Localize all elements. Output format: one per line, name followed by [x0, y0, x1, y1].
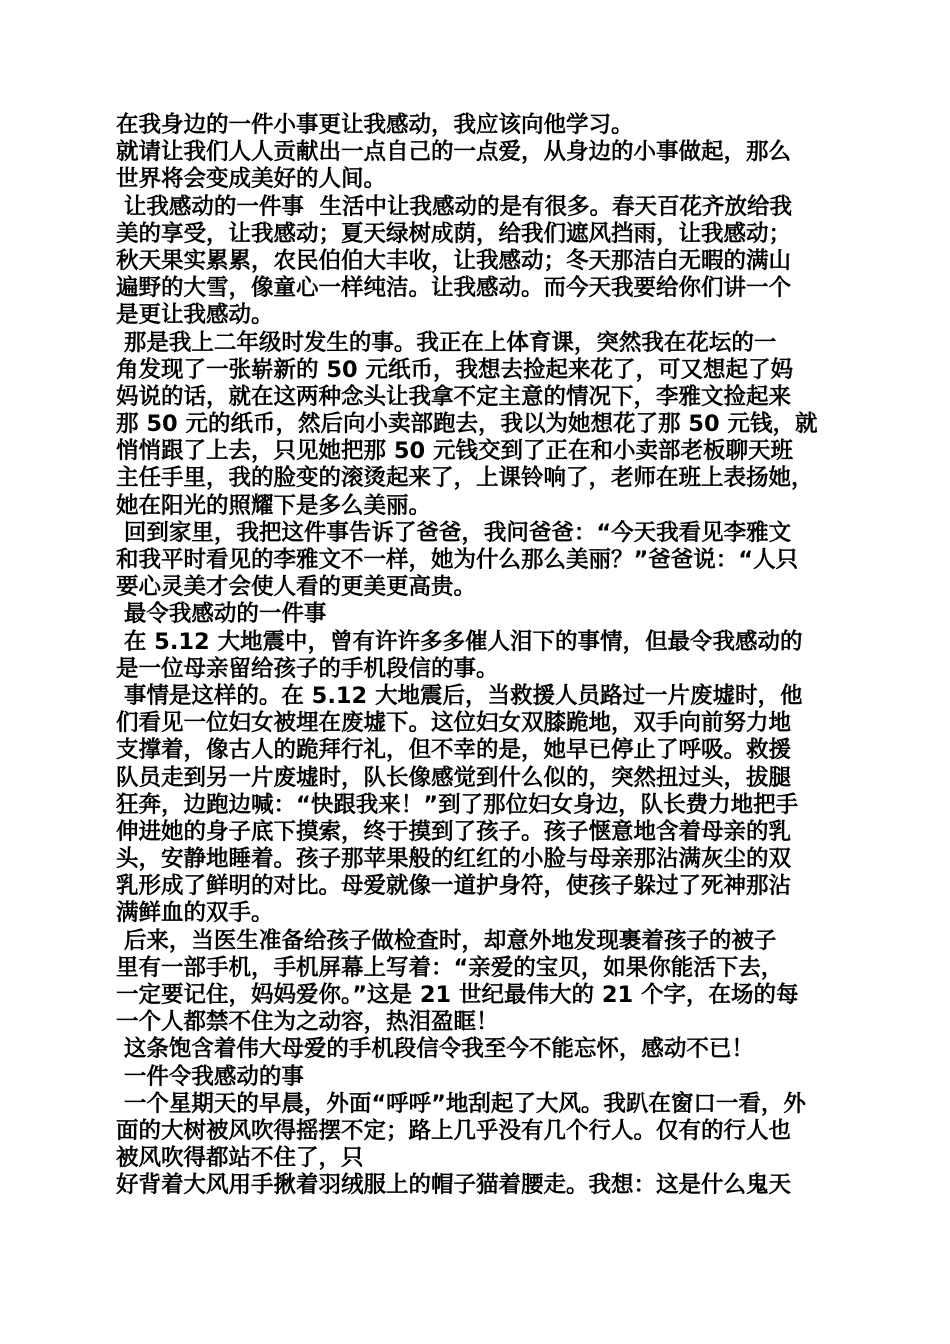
- text-line: 妈说的话，就在这两种念头让我拿不定主意的情况下，李雅文捡起来: [116, 383, 792, 410]
- text-line: 一个人都禁不住为之动容，热泪盈眶！: [116, 1009, 499, 1036]
- text-line: 面的大树被风吹得摇摆不定；路上几乎没有几个行人。仅有的行人也: [116, 1117, 792, 1144]
- section-heading: 最令我感动的一件事: [116, 601, 327, 628]
- text-line: 们看见一位妇女被埋在废墟下。这位妇女双膝跪地，双手向前努力地: [116, 710, 792, 737]
- text-line: 满鲜血的双手。: [116, 900, 274, 927]
- text-line: 事情是这样的。在 5.12 大地震后，当救援人员路过一片废墟时，他: [116, 682, 803, 709]
- text-line: 这条饱含着伟大母爱的手机段信令我至今不能忘怀，感动不已！: [116, 1036, 754, 1063]
- text-line: 狂奔，边跑边喊：“快跟我来！”到了那位妇女身边，队长费力地把手: [116, 791, 799, 818]
- text-line: 队员走到另一片废墟时，队长像感觉到什么似的，突然扭过头，拔腿: [116, 764, 792, 791]
- section-heading: 一件令我感动的事: [116, 1063, 304, 1090]
- text-line: 角发现了一张崭新的 50 元纸币，我想去捡起来花了，可又想起了妈: [116, 356, 793, 383]
- text-line: 悄悄跟了上去，只见她把那 50 元钱交到了正在和小卖部老板聊天班: [116, 438, 793, 465]
- text-line: 里有一部手机，手机屏幕上写着：“亲爱的宝贝，如果你能活下去，: [116, 954, 784, 981]
- text-line: 在 5.12 大地震中，曾有许许多多催人泪下的事情，但最令我感动的: [116, 628, 803, 655]
- document-body: [116, 112, 836, 1200]
- text-line: 让我感动的一件事 生活中让我感动的是有很多。春天百花齐放给我: [116, 193, 793, 220]
- text-line: 回到家里，我把这件事告诉了爸爸，我问爸爸：“今天我看见李雅文: [116, 519, 792, 546]
- text-line: 好背着大风用手揪着羽绒服上的帽子猫着腰走。我想：这是什么鬼天: [116, 1172, 792, 1199]
- text-line: 那是我上二年级时发生的事。我正在上体育课，突然我在花坛的一: [116, 329, 777, 356]
- text-line: 就请让我们人人贡献出一点自己的一点爱，从身边的小事做起，那么: [116, 139, 792, 166]
- text-line: 世界将会变成美好的人间。: [116, 166, 387, 193]
- text-line: 是更让我感动。: [116, 302, 274, 329]
- text-line: 美的享受，让我感动；夏天绿树成荫，给我们遮风挡雨，让我感动；: [116, 220, 792, 247]
- text-line: 秋天果实累累，农民伯伯大丰收，让我感动；冬天那洁白无暇的满山: [116, 247, 792, 274]
- text-line: 在我身边的一件小事更让我感动，我应该向他学习。: [116, 112, 634, 138]
- text-line: 是一位母亲留给孩子的手机段信的事。: [116, 655, 499, 682]
- text-line: 遍野的大雪，像童心一样纯洁。让我感动。而今天我要给你们讲一个: [116, 275, 792, 302]
- text-line: 那 50 元的纸币，然后向小卖部跑去，我以为她想花了那 50 元钱，就: [116, 411, 818, 438]
- text-line: 头，安静地睡着。孩子那苹果般的红红的小脸与母亲那沾满灰尘的双: [116, 846, 792, 873]
- text-line: 伸进她的身子底下摸索，终于摸到了孩子。孩子惬意地含着母亲的乳: [116, 818, 792, 845]
- text-line: 乳形成了鲜明的对比。母爱就像一道护身符，使孩子躲过了死神那沾: [116, 873, 792, 900]
- text-line: 要心灵美才会使人看的更美更高贵。: [116, 574, 477, 601]
- text-line: 主任手里，我的脸变的滚烫起来了，上课铃响了，老师在班上表扬她，: [116, 465, 814, 492]
- text-line: 支撑着，像古人的跪拜行礼，但不幸的是，她早已停止了呼吸。救援: [116, 737, 792, 764]
- text-line: 一个星期天的早晨，外面“呼呼”地刮起了大风。我趴在窗口一看，外: [116, 1090, 806, 1117]
- text-line: 后来，当医生准备给孩子做检查时，却意外地发现裹着孩子的被子: [116, 927, 777, 954]
- text-line: 和我平时看见的李雅文不一样，她为什么那么美丽？”爸爸说：“人只: [116, 547, 799, 573]
- text-line: 她在阳光的照耀下是多么美丽。: [116, 492, 432, 519]
- text-line: 被风吹得都站不住了，只: [116, 1145, 364, 1172]
- text-line: 一定要记住，妈妈爱你。”这是 21 世纪最伟大的 21 个字，在场的每: [116, 982, 799, 1008]
